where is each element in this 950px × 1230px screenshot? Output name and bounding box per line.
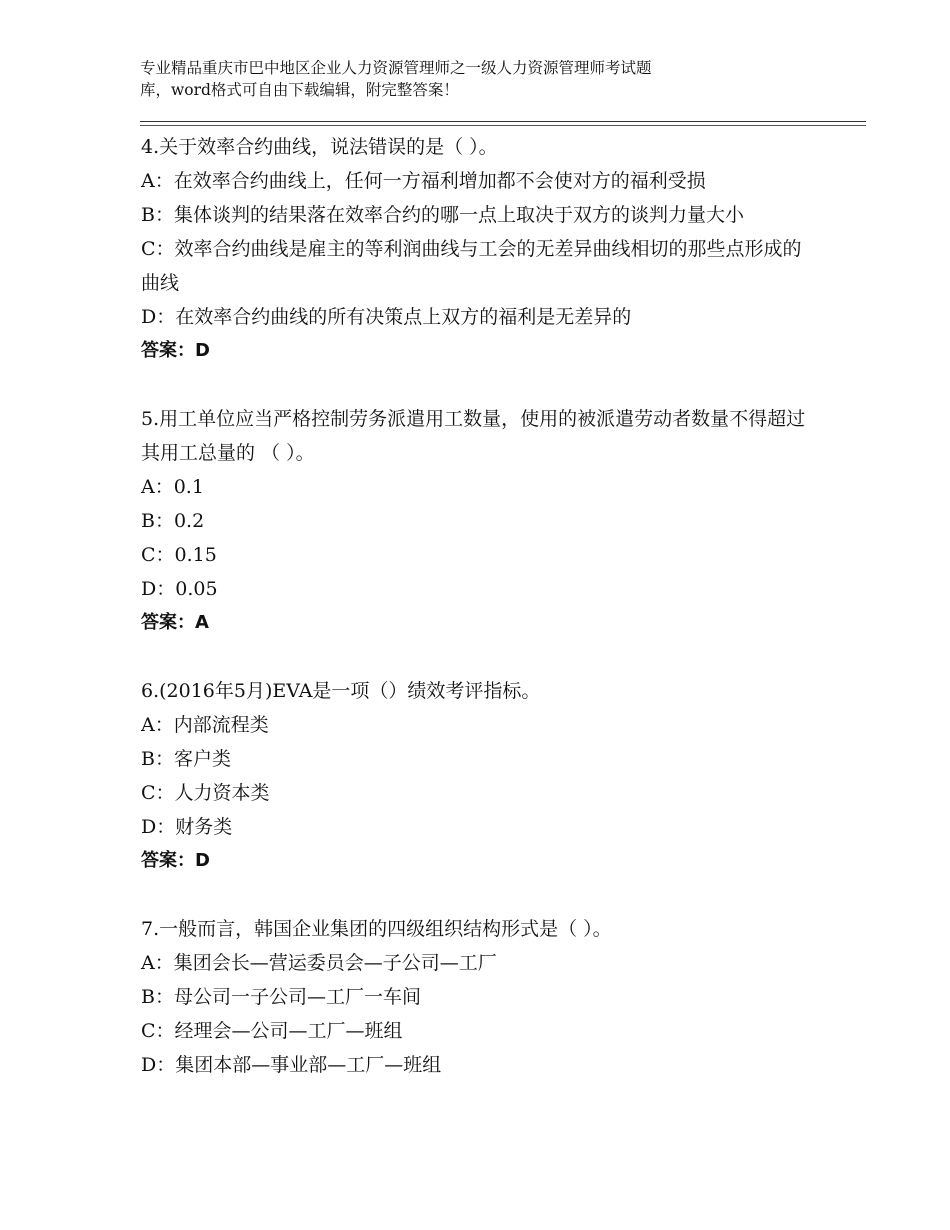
header-rule-thin	[140, 125, 866, 126]
option-a: A：集团会长—营运委员会—子公司—工厂	[141, 952, 497, 974]
spacer	[141, 368, 821, 402]
option-d: D：0.05	[141, 578, 218, 600]
question-list	[141, 130, 821, 1082]
question-7	[141, 912, 821, 1082]
question-6	[141, 674, 821, 878]
option-b: B：客户类	[141, 748, 231, 770]
spacer	[141, 878, 821, 912]
option-a: A：内部流程类	[141, 714, 269, 736]
option-c: C：效率合约曲线是雇主的等利润曲线与工会的无差异曲线相切的那些点形成的曲线	[141, 238, 802, 294]
option-c: C：人力资本类	[141, 782, 270, 804]
option-b: B：集体谈判的结果落在效率合约的哪一点上取决于双方的谈判力量大小	[141, 204, 744, 226]
question-stem: 7.一般而言，韩国企业集团的四级组织结构形式是（ ）。	[141, 918, 612, 940]
header-line-2: 库，word格式可自由下载编辑，附完整答案！	[140, 81, 459, 99]
header-rule-thick	[140, 121, 866, 122]
option-d: D：在效率合约曲线的所有决策点上双方的福利是无差异的	[141, 306, 632, 328]
document-header	[140, 57, 840, 101]
spacer	[141, 640, 821, 674]
header-line-1: 专业精品重庆市巴中地区企业人力资源管理师之一级人力资源管理师考试题	[140, 59, 652, 77]
question-4	[141, 130, 821, 368]
option-d: D：财务类	[141, 816, 233, 838]
question-stem: 4.关于效率合约曲线，说法错误的是（ ）。	[141, 136, 498, 158]
option-d: D：集团本部—事业部—工厂—班组	[141, 1054, 442, 1076]
option-b: B：0.2	[141, 510, 205, 532]
answer: 答案：D	[141, 340, 210, 361]
option-a: A：0.1	[141, 476, 204, 498]
question-stem: 6.(2016年5月)EVA是一项（）绩效考评指标。	[141, 680, 541, 702]
option-c: C：0.15	[141, 544, 217, 566]
answer: 答案：A	[141, 612, 209, 633]
option-a: A：在效率合约曲线上，任何一方福利增加都不会使对方的福利受损	[141, 170, 706, 192]
question-stem: 5.用工单位应当严格控制劳务派遣用工数量，使用的被派遣劳动者数量不得超过其用工总量的 （ ）。	[141, 408, 806, 464]
option-c: C：经理会—公司—工厂—班组	[141, 1020, 403, 1042]
option-b: B：母公司一子公司—工厂一车间	[141, 986, 421, 1008]
answer: 答案：D	[141, 850, 210, 871]
question-5	[141, 402, 821, 640]
